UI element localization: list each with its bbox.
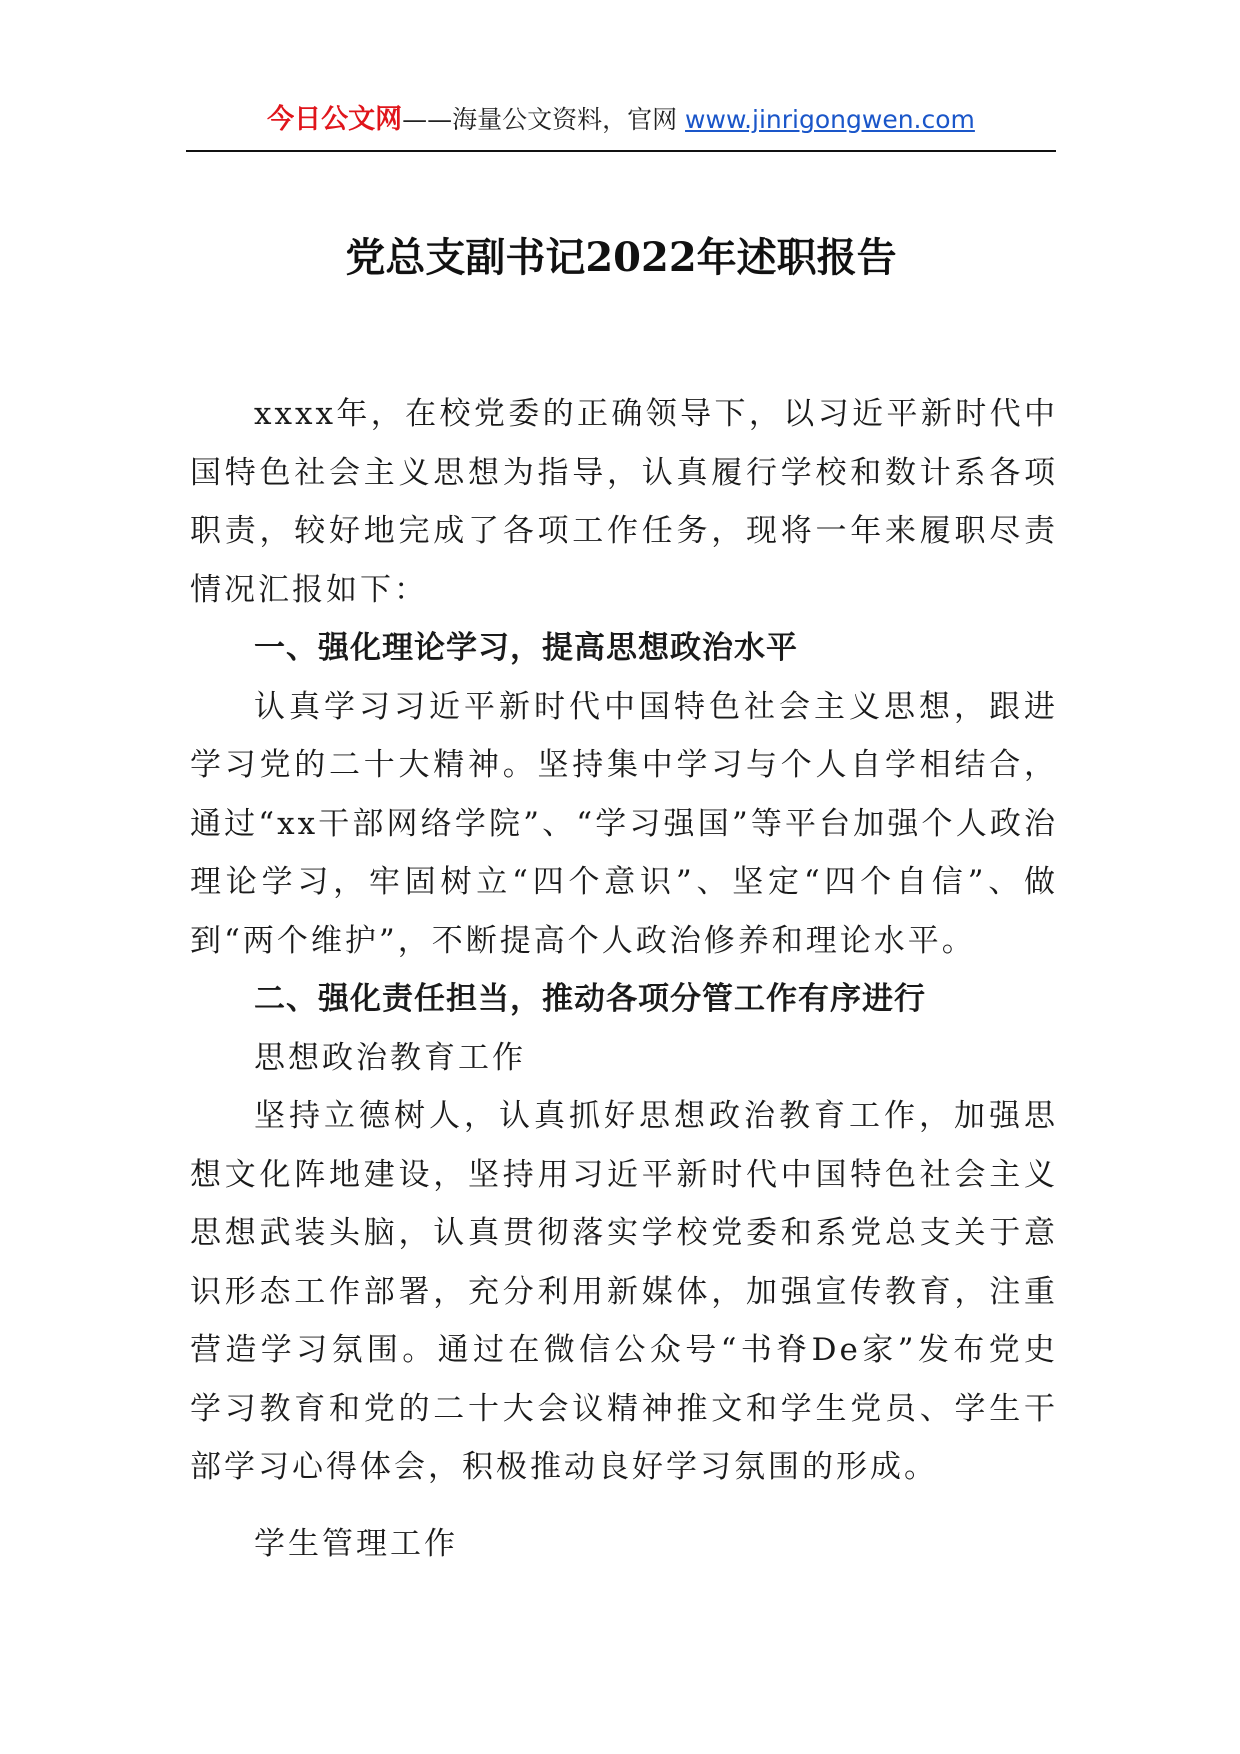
section-heading-2: 二、强化责任担当，推动各项分管工作有序进行 bbox=[254, 981, 926, 1017]
section-1-paragraph: 认真学习习近平新时代中国特色社会主义思想，跟进学习党的二十大精神。坚持集中学习与个人自学相结合，通过“xx干部网络学院”、“学习强国”等平台加强个人政治理论学习，牢固树立“四个意识”、坚定“四个自信”、做到“两个维护”，不断提高个人政治修养和理论水平。 bbox=[190, 688, 1058, 959]
section-heading-1: 一、强化理论学习，提高思想政治水平 bbox=[254, 630, 798, 666]
subsection-1-paragraph: 坚持立德树人，认真抓好思想政治教育工作，加强思想文化阵地建设，坚持用习近平新时代中国特色社会主义思想武装头脑，认真贯彻落实学校党委和系党总支关于意识形态工作部署，充分利用新媒体，加强宣传教育，注重营造学习氛围。通过在微信公众号“书脊De家”发布党史学习教育和党的二十大会议精神推文和学生党员、学生干部学习心得体会，积极推动良好学习氛围的形成。 bbox=[190, 1098, 1058, 1485]
subsection-title-1: 思想政治教育工作 bbox=[254, 1039, 526, 1076]
site-brand: 今日公文网 bbox=[267, 104, 403, 135]
intro-paragraph: xxxx年，在校党委的正确领导下，以习近平新时代中国特色社会主义思想为指导，认真履行学校和数计系各项职责，较好地完成了各项工作任务，现将一年来履职尽责情况汇报如下： bbox=[190, 396, 1058, 608]
site-url-link[interactable]: www.jinrigongwen.com bbox=[685, 105, 975, 134]
header-divider bbox=[186, 150, 1056, 152]
site-header bbox=[186, 100, 1056, 140]
subsection-title-2: 学生管理工作 bbox=[254, 1525, 458, 1562]
header-tagline: 海量公文资料，官网 bbox=[452, 105, 686, 134]
document-body bbox=[190, 385, 1058, 1573]
header-separator: —— bbox=[402, 105, 453, 134]
document-title: 党总支副书记2022年述职报告 bbox=[345, 234, 897, 281]
